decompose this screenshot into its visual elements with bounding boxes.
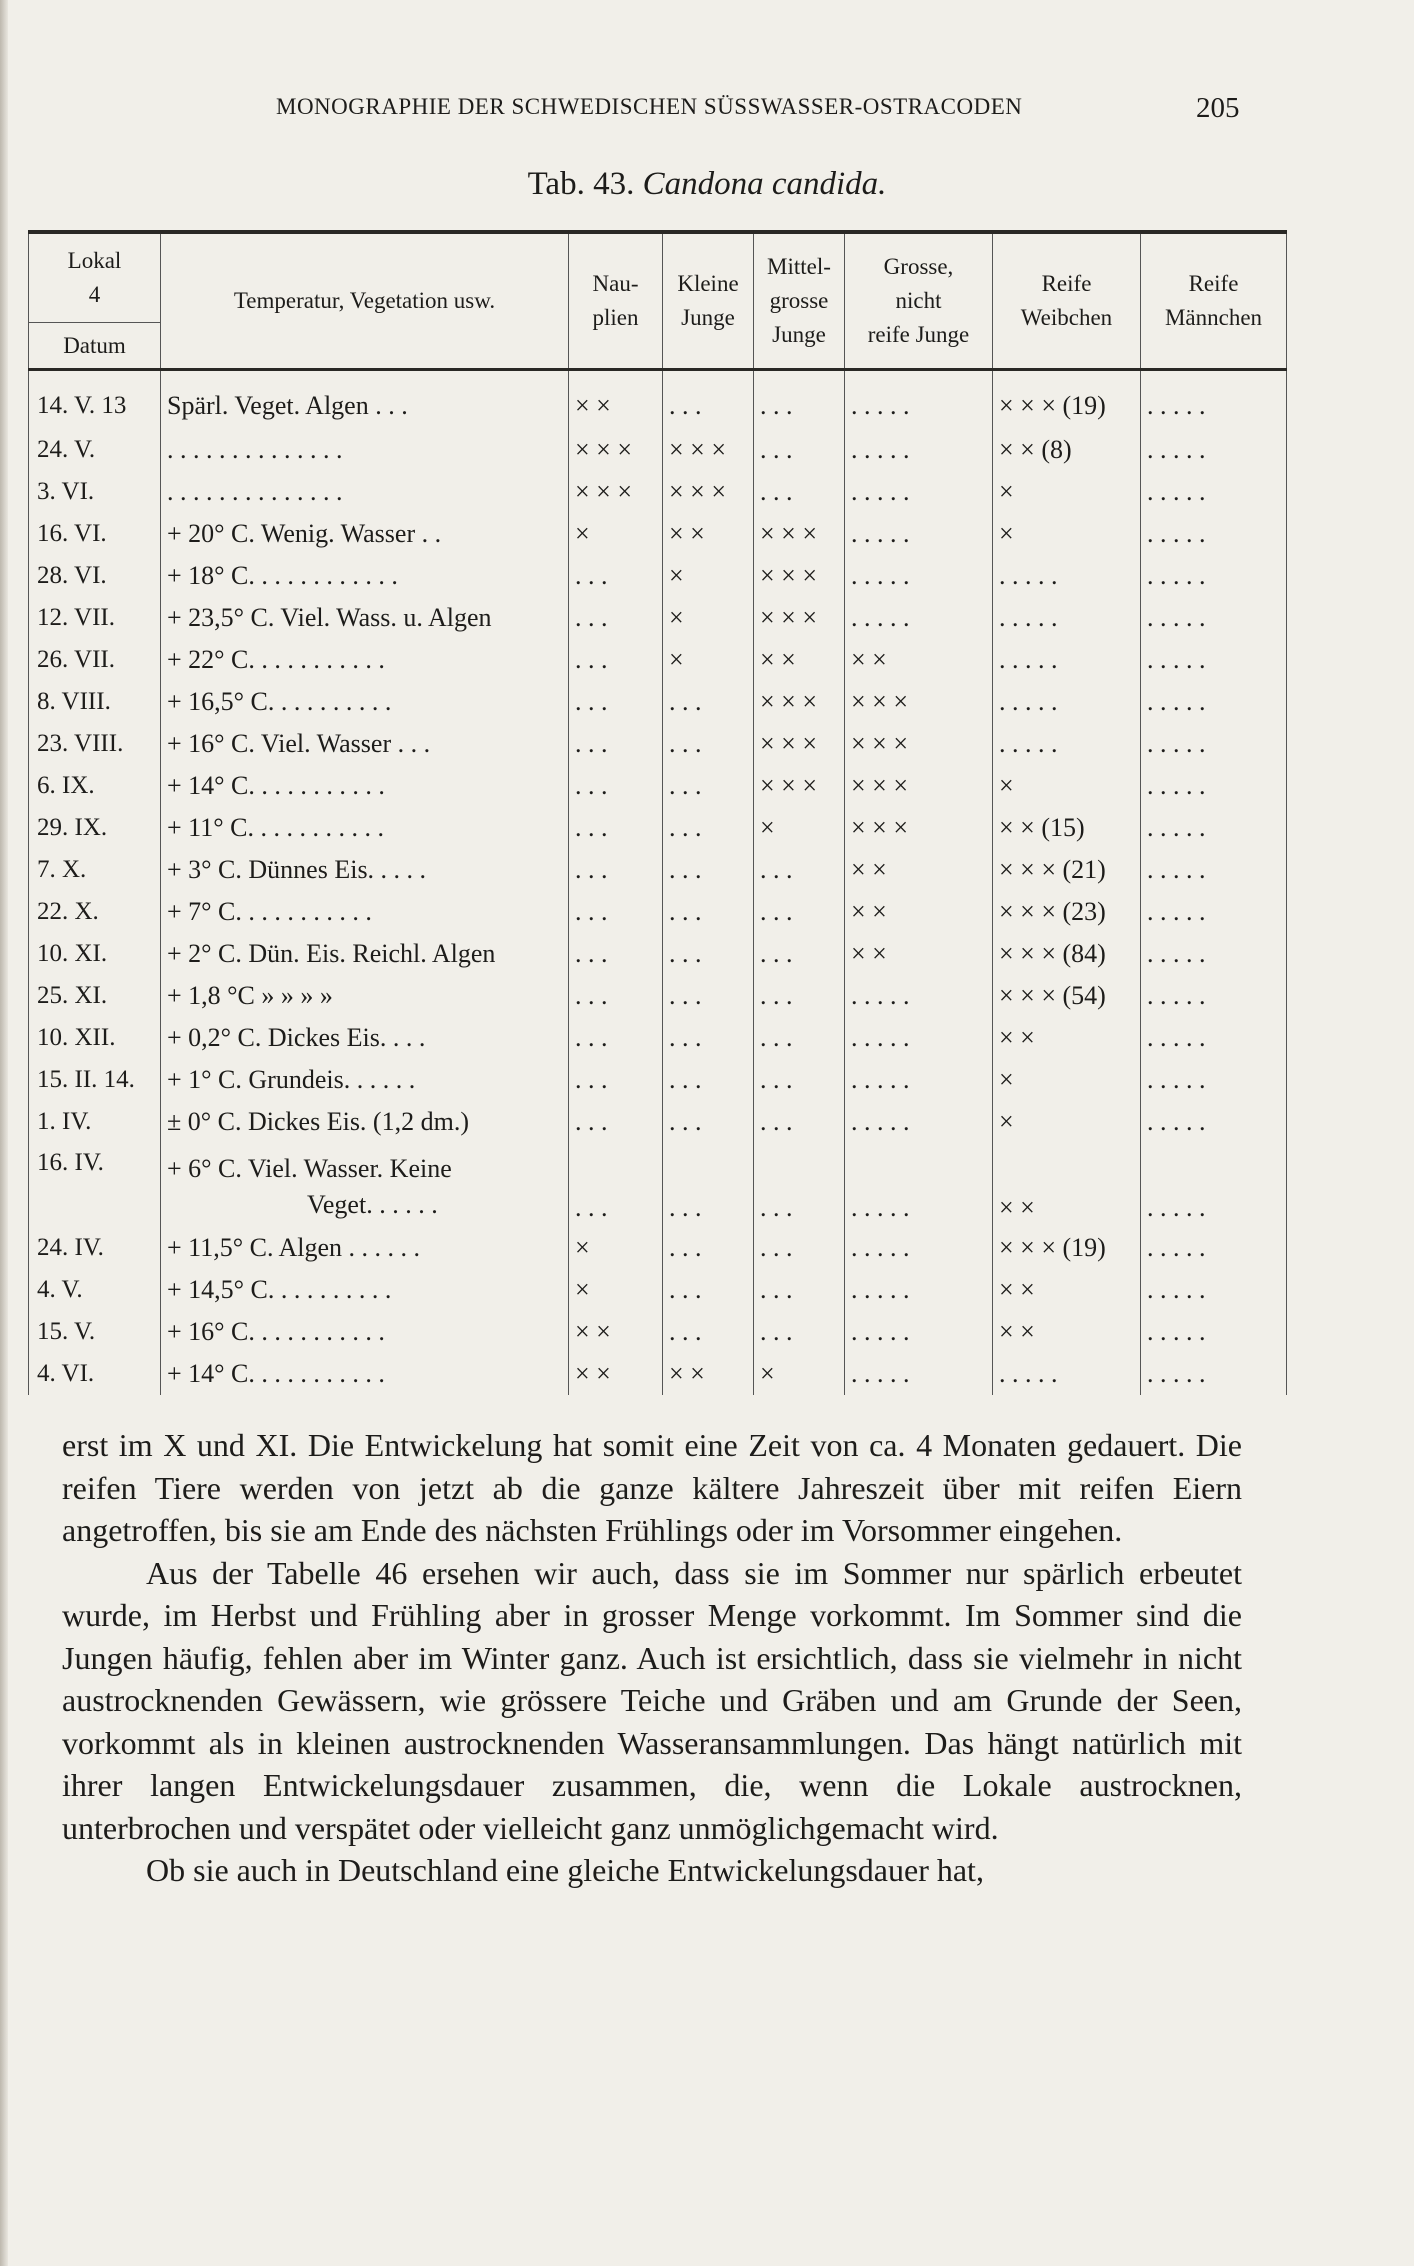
- cell-reife-weibchen: × × × (19): [993, 370, 1141, 430]
- cell-reife-maennchen: . . . . .: [1141, 513, 1287, 555]
- cell-reife-weibchen: . . . . .: [993, 723, 1141, 765]
- cell-kleine-junge: × × ×: [663, 471, 754, 513]
- cell-kleine-junge: ×: [663, 639, 754, 681]
- header-mittel-line3: Junge: [772, 322, 826, 347]
- cell-nauplien: . . .: [569, 765, 663, 807]
- table-row: [29, 1353, 1287, 1395]
- header-grosse-junge: [845, 232, 993, 370]
- cell-mittelgrosse-junge: . . .: [754, 849, 845, 891]
- cell-reife-weibchen: × × × (23): [993, 891, 1141, 933]
- header-lokal: Lokal: [67, 248, 122, 273]
- cell-grosse-junge: × ×: [845, 891, 993, 933]
- cell-temperatur: . . . . . . . . . . . . . .: [161, 429, 569, 471]
- cell-mittelgrosse-junge: × × ×: [754, 555, 845, 597]
- cell-reife-maennchen: . . . . .: [1141, 597, 1287, 639]
- cell-datum: 22. X.: [29, 891, 161, 933]
- cell-reife-maennchen: . . . . .: [1141, 1017, 1287, 1059]
- cell-reife-weibchen: × ×: [993, 1017, 1141, 1059]
- cell-kleine-junge: ×: [663, 555, 754, 597]
- cell-mittelgrosse-junge: . . .: [754, 429, 845, 471]
- cell-mittelgrosse-junge: . . .: [754, 471, 845, 513]
- cell-grosse-junge: . . . . .: [845, 597, 993, 639]
- cell-reife-maennchen: . . . . .: [1141, 555, 1287, 597]
- cell-temperatur: + 1,8 °C » » » »: [161, 975, 569, 1017]
- cell-nauplien: . . .: [569, 555, 663, 597]
- cell-grosse-junge: × ×: [845, 849, 993, 891]
- cell-nauplien: . . .: [569, 1017, 663, 1059]
- cell-grosse-junge: . . . . .: [845, 429, 993, 471]
- header-kleine-line1: Kleine: [677, 271, 739, 296]
- cell-mittelgrosse-junge: . . .: [754, 370, 845, 430]
- cell-kleine-junge: . . .: [663, 1227, 754, 1269]
- table-row: [29, 1101, 1287, 1143]
- cell-datum: 24. V.: [29, 429, 161, 471]
- table-row: [29, 639, 1287, 681]
- cell-mittelgrosse-junge: . . .: [754, 1017, 845, 1059]
- cell-temperatur: Spärl. Veget. Algen . . .: [161, 370, 569, 430]
- cell-temperatur: + 23,5° C. Viel. Wass. u. Algen: [161, 597, 569, 639]
- table-row: [29, 1143, 1287, 1227]
- cell-datum: 10. XI.: [29, 933, 161, 975]
- cell-nauplien: × × ×: [569, 429, 663, 471]
- cell-nauplien: × ×: [569, 1311, 663, 1353]
- cell-mittelgrosse-junge: × × ×: [754, 597, 845, 639]
- cell-kleine-junge: . . .: [663, 1143, 754, 1227]
- cell-kleine-junge: . . .: [663, 933, 754, 975]
- cell-kleine-junge: ×: [663, 597, 754, 639]
- cell-kleine-junge: . . .: [663, 849, 754, 891]
- cell-datum: 12. VII.: [29, 597, 161, 639]
- cell-nauplien: . . .: [569, 681, 663, 723]
- cell-nauplien: . . .: [569, 723, 663, 765]
- cell-mittelgrosse-junge: × × ×: [754, 681, 845, 723]
- cell-nauplien: . . .: [569, 1059, 663, 1101]
- cell-datum: 3. VI.: [29, 471, 161, 513]
- cell-temperatur: . . . . . . . . . . . . . .: [161, 471, 569, 513]
- body-text: [62, 1424, 1242, 1892]
- cell-temperatur: + 14° C. . . . . . . . . . .: [161, 1353, 569, 1395]
- cell-kleine-junge: . . .: [663, 891, 754, 933]
- cell-nauplien: . . .: [569, 891, 663, 933]
- table-row: [29, 849, 1287, 891]
- table-row: [29, 1269, 1287, 1311]
- cell-reife-maennchen: . . . . .: [1141, 723, 1287, 765]
- table-row: [29, 597, 1287, 639]
- header-reife-weibchen: [993, 232, 1141, 370]
- cell-reife-maennchen: . . . . .: [1141, 1227, 1287, 1269]
- cell-nauplien: . . .: [569, 597, 663, 639]
- cell-kleine-junge: × ×: [663, 1353, 754, 1395]
- table-row: [29, 429, 1287, 471]
- header-weibchen-line2: Weibchen: [1020, 305, 1113, 330]
- cell-datum: 26. VII.: [29, 639, 161, 681]
- cell-temperatur-line1: + 6° C. Viel. Wasser. Keine: [167, 1154, 452, 1183]
- cell-reife-weibchen: × × × (84): [993, 933, 1141, 975]
- cell-grosse-junge: × ×: [845, 639, 993, 681]
- header-nauplien-line1: Nau-: [592, 271, 639, 296]
- cell-grosse-junge: . . . . .: [845, 471, 993, 513]
- cell-temperatur: + 7° C. . . . . . . . . . .: [161, 891, 569, 933]
- header-datum: Datum: [63, 332, 126, 358]
- cell-reife-maennchen: . . . . .: [1141, 471, 1287, 513]
- cell-datum: 6. IX.: [29, 765, 161, 807]
- cell-mittelgrosse-junge: . . .: [754, 1143, 845, 1227]
- cell-temperatur: + 11° C. . . . . . . . . . .: [161, 807, 569, 849]
- cell-kleine-junge: . . .: [663, 370, 754, 430]
- cell-mittelgrosse-junge: ×: [754, 1353, 845, 1395]
- table-row: [29, 807, 1287, 849]
- cell-datum: 29. IX.: [29, 807, 161, 849]
- cell-grosse-junge: . . . . .: [845, 975, 993, 1017]
- cell-datum: 24. IV.: [29, 1227, 161, 1269]
- cell-reife-weibchen: . . . . .: [993, 597, 1141, 639]
- cell-reife-maennchen: . . . . .: [1141, 370, 1287, 430]
- cell-reife-maennchen: . . . . .: [1141, 765, 1287, 807]
- cell-grosse-junge: × × ×: [845, 765, 993, 807]
- cell-reife-maennchen: . . . . .: [1141, 975, 1287, 1017]
- cell-grosse-junge: . . . . .: [845, 1101, 993, 1143]
- table-row: [29, 723, 1287, 765]
- cell-reife-maennchen: . . . . .: [1141, 933, 1287, 975]
- table-row: [29, 975, 1287, 1017]
- header-grosse-line3: reife Junge: [867, 322, 970, 347]
- cell-datum: 28. VI.: [29, 555, 161, 597]
- table-number: Tab. 43.: [527, 166, 635, 202]
- cell-reife-weibchen: × × (8): [993, 429, 1141, 471]
- cell-reife-weibchen: × × × (54): [993, 975, 1141, 1017]
- cell-temperatur: + 18° C. . . . . . . . . . . .: [161, 555, 569, 597]
- page-number: 205: [1196, 92, 1240, 124]
- paragraph-1: erst im X und XI. Die Entwickelung hat somit eine Zeit von ca. 4 Monaten gedauert. Die reifen Tiere werden von jetzt ab die ganze kältere Jahreszeit über mit reifen Eiern angetroffen, bis sie am Ende des nächsten Frühlings oder im Vorsommer eingehen.: [62, 1427, 1242, 1548]
- cell-temperatur: ± 0° C. Dickes Eis. (1,2 dm.): [161, 1101, 569, 1143]
- cell-mittelgrosse-junge: . . .: [754, 975, 845, 1017]
- cell-mittelgrosse-junge: ×: [754, 807, 845, 849]
- cell-datum: 15. II. 14.: [29, 1059, 161, 1101]
- table-row: [29, 765, 1287, 807]
- table-header-row: [29, 232, 1287, 370]
- cell-grosse-junge: . . . . .: [845, 1227, 993, 1269]
- cell-temperatur: + 11,5° C. Algen . . . . . .: [161, 1227, 569, 1269]
- cell-temperatur: + 1° C. Grundeis. . . . . .: [161, 1059, 569, 1101]
- cell-mittelgrosse-junge: . . .: [754, 1269, 845, 1311]
- header-nauplien: [569, 232, 663, 370]
- cell-mittelgrosse-junge: . . .: [754, 1059, 845, 1101]
- cell-nauplien: × × ×: [569, 471, 663, 513]
- cell-temperatur-line2: Veget. . . . . .: [307, 1190, 438, 1219]
- cell-temperatur: + 2° C. Dün. Eis. Reichl. Algen: [161, 933, 569, 975]
- table-row: [29, 891, 1287, 933]
- cell-mittelgrosse-junge: . . .: [754, 1101, 845, 1143]
- cell-datum: 23. VIII.: [29, 723, 161, 765]
- cell-reife-maennchen: . . . . .: [1141, 1101, 1287, 1143]
- cell-grosse-junge: . . . . .: [845, 1143, 993, 1227]
- cell-datum: 15. V.: [29, 1311, 161, 1353]
- cell-temperatur: + 16° C. . . . . . . . . . .: [161, 1311, 569, 1353]
- header-weibchen-line1: Reife: [1041, 271, 1092, 296]
- cell-kleine-junge: . . .: [663, 1311, 754, 1353]
- cell-nauplien: ×: [569, 513, 663, 555]
- cell-datum: 10. XII.: [29, 1017, 161, 1059]
- cell-nauplien: . . .: [569, 1143, 663, 1227]
- cell-grosse-junge: × × ×: [845, 723, 993, 765]
- cell-temperatur: + 14,5° C. . . . . . . . . .: [161, 1269, 569, 1311]
- cell-datum: 7. X.: [29, 849, 161, 891]
- cell-reife-maennchen: . . . . .: [1141, 1269, 1287, 1311]
- cell-reife-weibchen: × × × (21): [993, 849, 1141, 891]
- cell-grosse-junge: . . . . .: [845, 370, 993, 430]
- header-temperatur: [161, 232, 569, 370]
- header-mittelgrosse-junge: [754, 232, 845, 370]
- header-lokal-number: 4: [88, 282, 101, 307]
- cell-reife-maennchen: . . . . .: [1141, 807, 1287, 849]
- cell-grosse-junge: × ×: [845, 933, 993, 975]
- table-row: [29, 1227, 1287, 1269]
- cell-kleine-junge: . . .: [663, 681, 754, 723]
- table-row: [29, 933, 1287, 975]
- table-row: [29, 555, 1287, 597]
- cell-temperatur: + 20° C. Wenig. Wasser . .: [161, 513, 569, 555]
- header-lokal-datum: [29, 232, 161, 370]
- cell-reife-maennchen: . . . . .: [1141, 1059, 1287, 1101]
- cell-nauplien: × ×: [569, 370, 663, 430]
- cell-kleine-junge: . . .: [663, 1269, 754, 1311]
- header-maennchen-line2: Männchen: [1164, 305, 1263, 330]
- cell-datum: 16. VI.: [29, 513, 161, 555]
- cell-reife-weibchen: ×: [993, 1059, 1141, 1101]
- cell-reife-maennchen: . . . . .: [1141, 1353, 1287, 1395]
- cell-temperatur: + 22° C. . . . . . . . . . .: [161, 639, 569, 681]
- header-kleine-junge: [663, 232, 754, 370]
- cell-reife-weibchen: ×: [993, 471, 1141, 513]
- ostracod-table: [28, 230, 1287, 1395]
- cell-nauplien: . . .: [569, 849, 663, 891]
- cell-temperatur: + 16° C. Viel. Wasser . . .: [161, 723, 569, 765]
- header-grosse-line2: nicht: [895, 288, 942, 313]
- table-row: [29, 1059, 1287, 1101]
- cell-temperatur: + 14° C. . . . . . . . . . .: [161, 765, 569, 807]
- table-row: [29, 1017, 1287, 1059]
- cell-reife-weibchen: × ×: [993, 1311, 1141, 1353]
- table-row: [29, 513, 1287, 555]
- cell-datum: 4. VI.: [29, 1353, 161, 1395]
- table-row: [29, 1311, 1287, 1353]
- cell-temperatur: + 0,2° C. Dickes Eis. . . .: [161, 1017, 569, 1059]
- header-mittel-line2: grosse: [769, 288, 829, 313]
- cell-reife-maennchen: . . . . .: [1141, 1143, 1287, 1227]
- cell-reife-weibchen: . . . . .: [993, 639, 1141, 681]
- cell-mittelgrosse-junge: × × ×: [754, 513, 845, 555]
- header-kleine-line2: Junge: [681, 305, 735, 330]
- cell-reife-weibchen: . . . . .: [993, 555, 1141, 597]
- cell-mittelgrosse-junge: × × ×: [754, 765, 845, 807]
- cell-datum: 1. IV.: [29, 1101, 161, 1143]
- cell-kleine-junge: × × ×: [663, 429, 754, 471]
- header-reife-maennchen: [1141, 232, 1287, 370]
- cell-nauplien: . . .: [569, 1101, 663, 1143]
- cell-grosse-junge: . . . . .: [845, 1059, 993, 1101]
- header-maennchen-line1: Reife: [1188, 271, 1239, 296]
- cell-reife-maennchen: . . . . .: [1141, 891, 1287, 933]
- cell-reife-weibchen: × ×: [993, 1269, 1141, 1311]
- cell-temperatur: + 16,5° C. . . . . . . . . .: [161, 681, 569, 723]
- cell-nauplien: × ×: [569, 1353, 663, 1395]
- cell-reife-weibchen: × ×: [993, 1143, 1141, 1227]
- cell-reife-weibchen: . . . . .: [993, 681, 1141, 723]
- header-nauplien-line2: plien: [592, 305, 639, 330]
- cell-reife-weibchen: ×: [993, 765, 1141, 807]
- species-name: Candona candida.: [642, 166, 887, 202]
- cell-datum: 16. IV.: [29, 1143, 161, 1227]
- cell-nauplien: . . .: [569, 933, 663, 975]
- cell-mittelgrosse-junge: . . .: [754, 1227, 845, 1269]
- cell-nauplien: . . .: [569, 807, 663, 849]
- header-grosse-line1: Grosse,: [883, 254, 954, 279]
- cell-temperatur: + 3° C. Dünnes Eis. . . . .: [161, 849, 569, 891]
- cell-kleine-junge: . . .: [663, 807, 754, 849]
- cell-reife-weibchen: . . . . .: [993, 1353, 1141, 1395]
- paragraph-3: Ob sie auch in Deutschland eine gleiche Entwickelungsdauer hat,: [146, 1852, 984, 1888]
- running-head: MONOGRAPHIE DER SCHWEDISCHEN SÜSSWASSER-OSTRACODEN: [276, 94, 1023, 119]
- cell-reife-weibchen: × × (15): [993, 807, 1141, 849]
- cell-grosse-junge: . . . . .: [845, 555, 993, 597]
- cell-nauplien: ×: [569, 1269, 663, 1311]
- cell-grosse-junge: . . . . .: [845, 1311, 993, 1353]
- cell-datum: 4. V.: [29, 1269, 161, 1311]
- cell-mittelgrosse-junge: . . .: [754, 891, 845, 933]
- cell-reife-weibchen: ×: [993, 1101, 1141, 1143]
- cell-kleine-junge: . . .: [663, 975, 754, 1017]
- cell-temperatur: [161, 1143, 569, 1227]
- cell-kleine-junge: . . .: [663, 723, 754, 765]
- header-mittel-line1: Mittel-: [767, 254, 831, 279]
- cell-datum: 25. XI.: [29, 975, 161, 1017]
- cell-reife-maennchen: . . . . .: [1141, 429, 1287, 471]
- table-row: [29, 471, 1287, 513]
- cell-kleine-junge: . . .: [663, 1059, 754, 1101]
- cell-reife-maennchen: . . . . .: [1141, 639, 1287, 681]
- cell-kleine-junge: . . .: [663, 765, 754, 807]
- cell-mittelgrosse-junge: × × ×: [754, 723, 845, 765]
- cell-nauplien: . . .: [569, 639, 663, 681]
- cell-grosse-junge: . . . . .: [845, 513, 993, 555]
- cell-kleine-junge: . . .: [663, 1017, 754, 1059]
- cell-grosse-junge: . . . . .: [845, 1353, 993, 1395]
- cell-nauplien: ×: [569, 1227, 663, 1269]
- cell-datum: 8. VIII.: [29, 681, 161, 723]
- cell-grosse-junge: . . . . .: [845, 1269, 993, 1311]
- cell-reife-maennchen: . . . . .: [1141, 1311, 1287, 1353]
- cell-mittelgrosse-junge: . . .: [754, 1311, 845, 1353]
- cell-reife-weibchen: ×: [993, 513, 1141, 555]
- cell-grosse-junge: . . . . .: [845, 1017, 993, 1059]
- header-temperatur-label: Temperatur, Vegetation usw.: [233, 288, 496, 313]
- paragraph-2: Aus der Tabelle 46 ersehen wir auch, dass sie im Sommer nur spärlich erbeutet wurde, im Herbst und Frühling aber in grosser Menge vorkommt. Im Sommer sind die Jungen häufig, fehlen aber im Winter ganz. Auch ist ersichtlich, dass sie vielmehr in nicht austrocknenden Gewässern, wie grössere Teiche und Gräben und am Grunde der Seen, vorkommt als in kleinen austrocknenden Wasseransammlungen. Das hängt natürlich mit ihrer langen Entwickelungsdauer zusammen, die, wenn die Lokale austrocknen, unterbrochen und verspätet oder vielleicht ganz unmöglichgemacht wird.: [62, 1554, 1242, 1846]
- table-title: [0, 166, 1414, 203]
- table-row: [29, 681, 1287, 723]
- cell-reife-maennchen: . . . . .: [1141, 681, 1287, 723]
- cell-reife-weibchen: × × × (19): [993, 1227, 1141, 1269]
- page-edge: [0, 0, 8, 2266]
- cell-nauplien: . . .: [569, 975, 663, 1017]
- cell-kleine-junge: × ×: [663, 513, 754, 555]
- cell-grosse-junge: × × ×: [845, 681, 993, 723]
- cell-reife-maennchen: . . . . .: [1141, 849, 1287, 891]
- table-row: [29, 370, 1287, 430]
- cell-mittelgrosse-junge: × ×: [754, 639, 845, 681]
- table-body: [29, 370, 1287, 1396]
- cell-mittelgrosse-junge: . . .: [754, 933, 845, 975]
- cell-kleine-junge: . . .: [663, 1101, 754, 1143]
- cell-datum: 14. V. 13: [29, 370, 161, 430]
- cell-grosse-junge: × × ×: [845, 807, 993, 849]
